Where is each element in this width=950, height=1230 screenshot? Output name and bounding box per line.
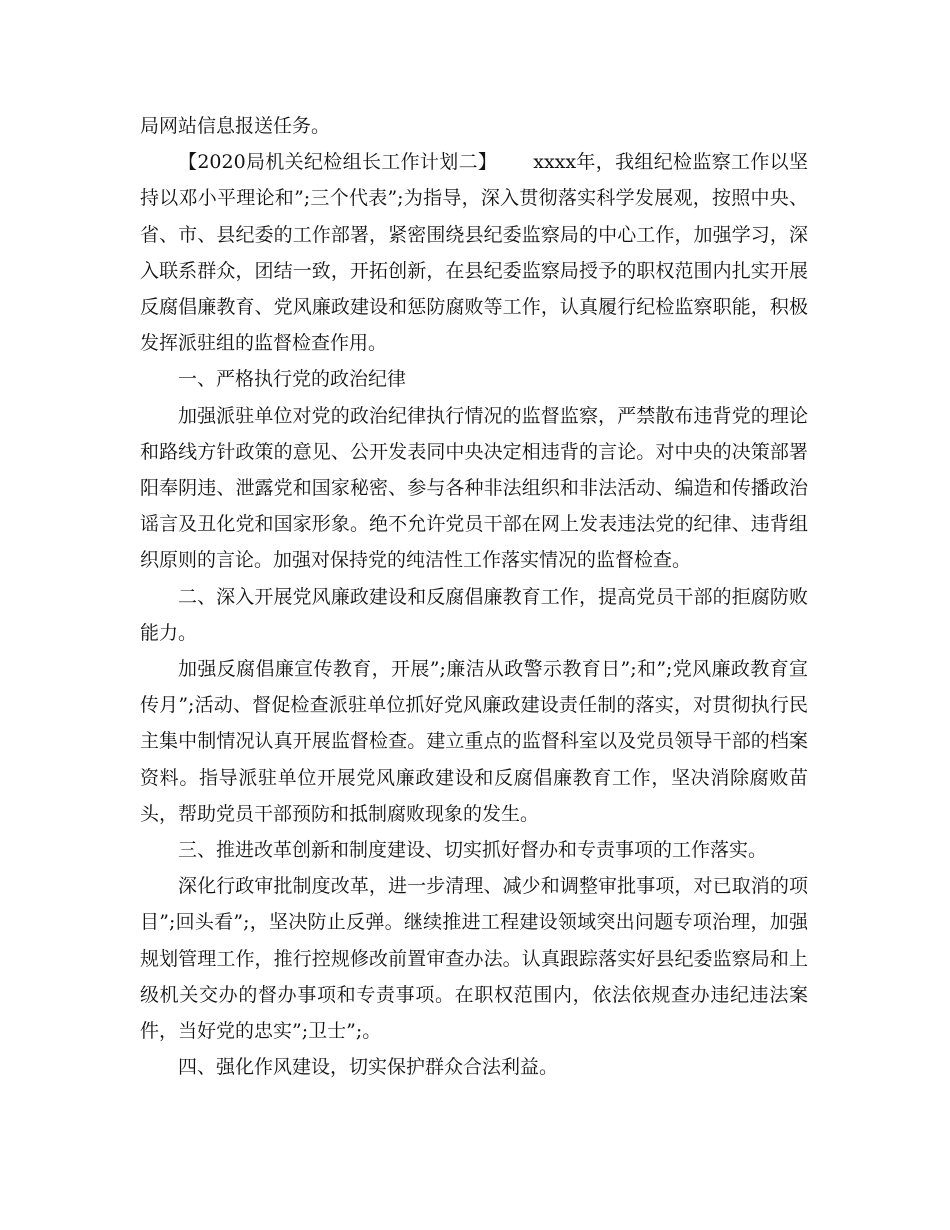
intro-text: xxxx年，我组纪检监察工作以坚持以邓小平理论和”;三个代表”;为指导，深入贯彻落实科学发展观，按照中央、省、市、县纪委的工作部署，紧密围绕县纪委监察局的中心工作，加强学习，深入联系群众，团结一致，开拓创新，在县纪委监察局授予的职权范围内扎实开展反腐倡廉教育、党风廉政建设和惩防腐败等工作，认真履行纪检监察职能，积极发挥派驻组的监督检查作用。 [140, 151, 808, 355]
section-body-1: 加强派驻单位对党的政治纪律执行情况的监督监察，严禁散布违背党的理论和路线方针政策的意见、公开发表同中央决定相违背的言论。对中央的决策部署阳奉阴违、泄露党和国家秘密、参与各种非法组织和非法活动、编造和传播政治谣言及丑化党和国家形象。绝不允许党员干部在网上发表违法党的纪律、违背组织原则的言论。加强对保持党的纯洁性工作落实情况的监督检查。 [140, 404, 808, 572]
section-body-3: 深化行政审批制度改革，进一步清理、减少和调整审批事项，对已取消的项目”;回头看”;，坚决防止反弹。继续推进工程建设领域突出问题专项治理，加强规划管理工作，推行控规修改前置审查办法。认真跟踪落实好县纪委监察局和上级机关交办的督办事项和专责事项。在职权范围内，依法依规查办违纪违法案件，当好党的忠实”;卫士”;。 [140, 875, 808, 1043]
intro-paragraph [140, 144, 808, 361]
continuation-paragraph: 局网站信息报送任务。 [140, 115, 331, 137]
document-page [140, 108, 808, 1085]
section-heading-4: 四、强化作风建设，切实保护群众合法利益。 [178, 1056, 559, 1079]
section-heading-3: 三、推进改革创新和制度建设、切实抓好督办和专责事项的工作落实。 [178, 839, 768, 862]
section-heading-1: 一、严格执行党的政治纪律 [178, 368, 407, 391]
section-heading-2: 二、深入开展党风廉政建设和反腐倡廉教育工作，提高党员干部的拒腐防败能力。 [140, 585, 808, 644]
plan-title: 【2020局机关纪检组长工作计划二】 [178, 151, 498, 174]
section-body-2: 加强反腐倡廉宣传教育，开展”;廉洁从政警示教育日”;和”;党风廉政教育宣传月”;活动、督促检查派驻单位抓好党风廉政建设责任制的落实，对贯彻执行民主集中制情况认真开展监督检查。建立重点的监督科室以及党员领导干部的档案资料。指导派驻单位开展党风廉政建设和反腐倡廉教育工作，坚决消除腐败苗头，帮助党员干部预防和抵制腐败现象的发生。 [140, 658, 808, 825]
